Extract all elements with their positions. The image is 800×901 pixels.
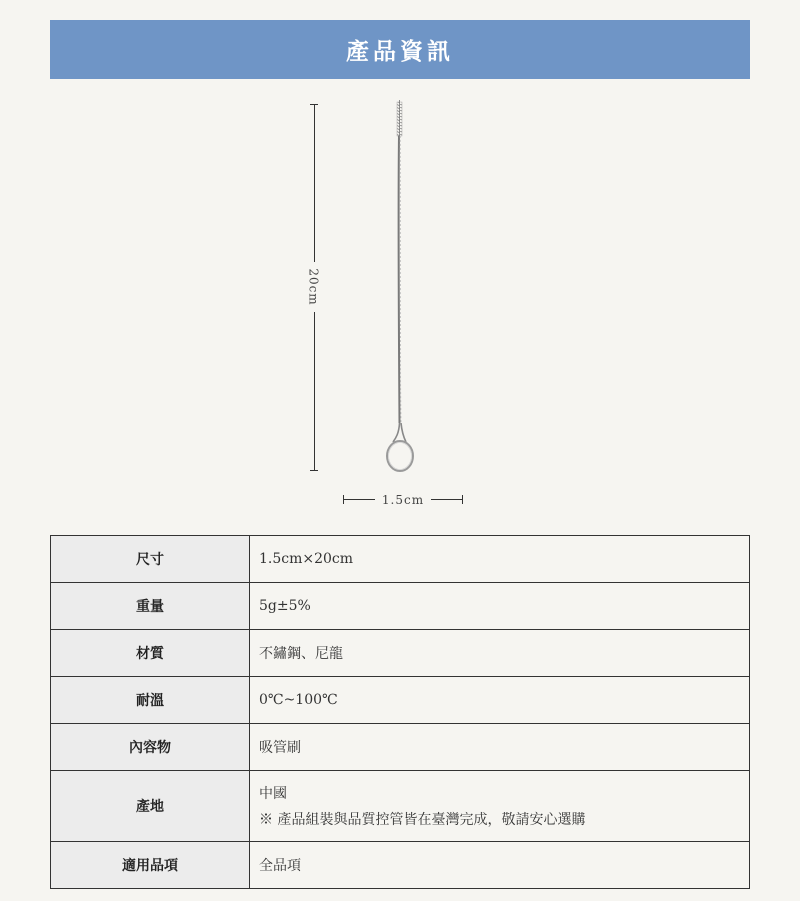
- spec-key-temperature: 耐溫: [51, 677, 250, 724]
- width-dimension-label: 1.5cm: [375, 490, 431, 510]
- spec-value-size: 1.5cm×20cm: [250, 536, 750, 583]
- spec-value-weight: 5g±5%: [250, 583, 750, 630]
- spec-value-origin: [250, 771, 750, 842]
- length-dimension-label: [303, 262, 325, 312]
- spec-table: [50, 535, 750, 889]
- table-row: [51, 630, 750, 677]
- spec-key-contents: 內容物: [51, 724, 250, 771]
- dimension-cap-bottom: [310, 470, 318, 471]
- table-row: [51, 583, 750, 630]
- table-row: [51, 677, 750, 724]
- spec-key-origin: 產地: [51, 771, 250, 842]
- spec-key-weight: 重量: [51, 583, 250, 630]
- spec-key-size: 尺寸: [51, 536, 250, 583]
- spec-value-contents: 吸管刷: [250, 724, 750, 771]
- spec-value-material: 不鏽鋼、尼龍: [250, 630, 750, 677]
- straw-brush-image: [380, 98, 420, 478]
- table-row: [51, 842, 750, 889]
- spec-key-applicable: 適用品項: [51, 842, 250, 889]
- table-row: [51, 536, 750, 583]
- width-cap-right: [462, 495, 463, 504]
- length-label-text: 20cm: [307, 268, 321, 306]
- origin-note: ※ 產品組裝與品質控管皆在臺灣完成，敬請安心選購: [259, 812, 586, 828]
- table-row: [51, 724, 750, 771]
- page-title: 產品資訊: [346, 38, 454, 65]
- spec-key-material: 材質: [51, 630, 250, 677]
- origin-country: 中國: [259, 786, 287, 802]
- spec-value-temperature: 0℃~100℃: [250, 677, 750, 724]
- spec-value-applicable: 全品項: [250, 842, 750, 889]
- table-row: [51, 771, 750, 842]
- width-dimension: [343, 490, 463, 510]
